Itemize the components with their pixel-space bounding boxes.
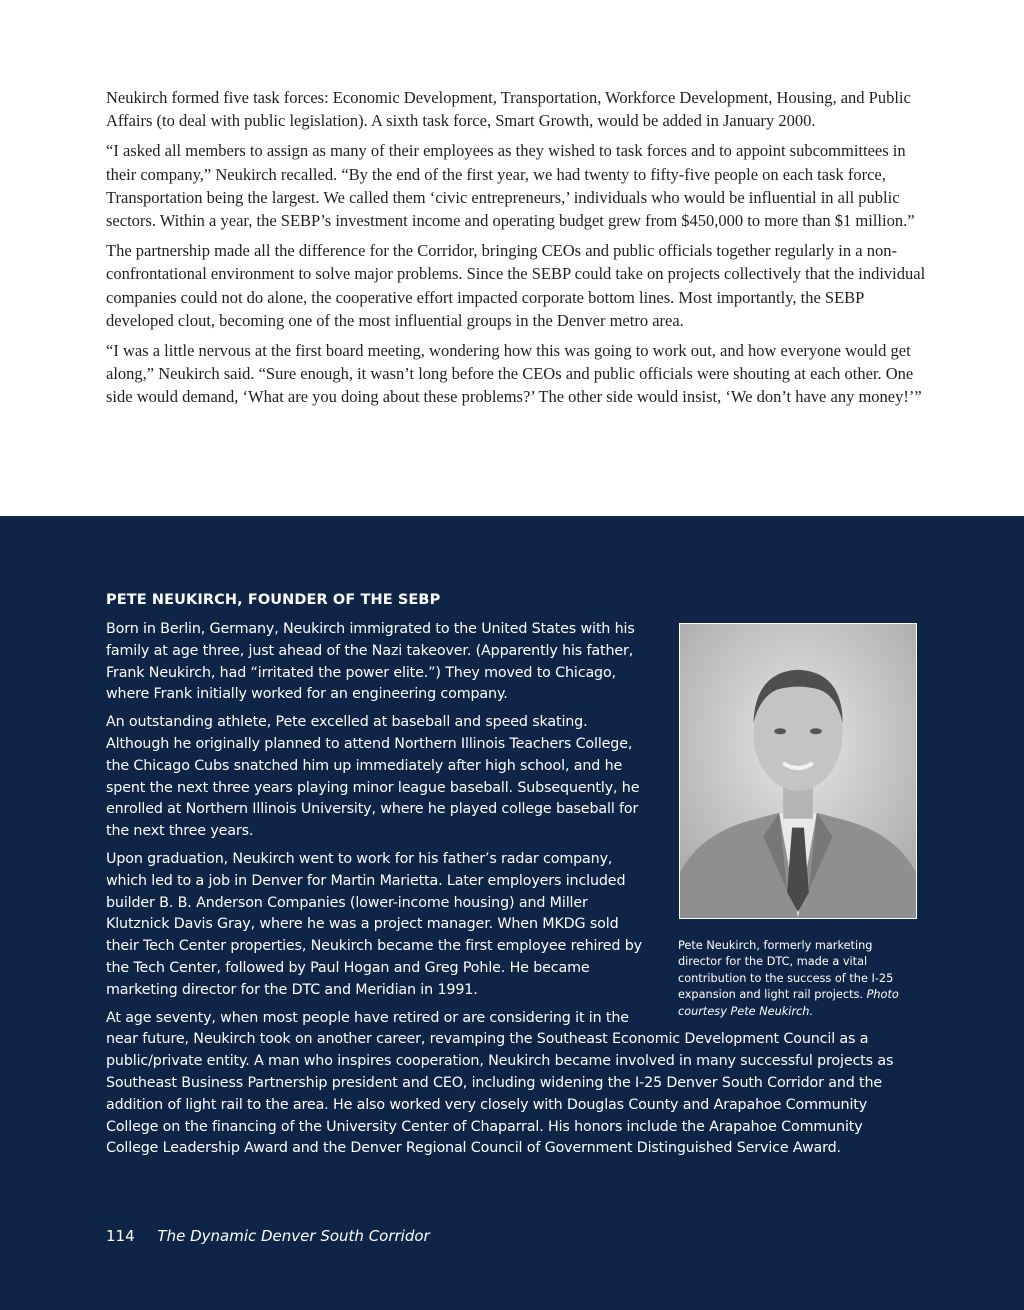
caption-credit: Photo courtesy Pete Neukirch. [678, 988, 899, 1018]
caption-text: Pete Neukirch, formerly marketing director for the DTC, made a vital contribution to the success of the I-25 expansion and light rail projects. [678, 939, 894, 1002]
sidebar-paragraph-3: Upon graduation, Neukirch went to work for his father’s radar company, which led to a job in Denver for Martin Marietta. Later employers included builder B. B. Anderson Companies (lower-income housing) and Miller Klutznick Davis Gray, where he was a project manager. When MKDG sold their Tech Center properties, Neukirch became the first employee rehired by the Tech Center, followed by Paul Hogan and Greg Pohle. He became marketing director for the DTC and Meridian in 1991. [106, 850, 642, 998]
photo-caption [678, 938, 918, 1020]
running-title: The Dynamic Denver South Corridor [157, 1227, 430, 1245]
sidebar-paragraph-1: Born in Berlin, Germany, Neukirch immigrated to the United States with his family at age three, just ahead of the Nazi takeover. (Apparently his father, Frank Neukirch, had “irritated the power elite.”) They moved to Chicago, where Frank initially worked for an engineering company. [106, 621, 635, 703]
page-number: 114 [106, 1227, 135, 1245]
page-footer [106, 1227, 430, 1245]
sidebar-title: PETE NEUKIRCH, FOUNDER OF THE SEBP [106, 592, 441, 608]
sidebar-paragraph-2: An outstanding athlete, Pete excelled at baseball and speed skating. Although he originally planned to attend Northern Illinois Teachers College, the Chicago Cubs snatched him up immediately after high school, and he spent the next three years playing minor league baseball. Subsequently, he enrolled at Northern Illinois University, where he played college baseball for the next three years. [106, 714, 640, 840]
main-paragraph-4: “I was a little nervous at the first board meeting, wondering how this was going to work out, and how everyone would get along,” Neukirch said. “Sure enough, it wasn’t long before the CEOs and public officials were shouting at each other. One side would demand, ‘What are you doing about these problems?’ The other side would insist, ‘We don’t have any money!’” [106, 341, 922, 407]
sidebar-paragraph-4: At age seventy, when most people have retired or are considering it in the near future, Neukirch took on another career, revamping the Southeast Economic Development Council as a public/private entity. A man who inspires cooperation, Neukirch became involved in many successful projects as Southeast Business Partnership president and CEO, including widening the I-25 Denver South Corridor and the addition of light rail to the area. He also worked very closely with Douglas County and Arapahoe Community College on the financing of the University Center of Chaparral. His honors include the Arapahoe Community College Leadership Award and the Denver Regional Council of Government Distinguished Service Award. [106, 1009, 894, 1157]
main-paragraph-2: “I asked all members to assign as many of their employees as they wished to task forces and to appoint subcommittees in their company,” Neukirch recalled. “By the end of the first year, we had twenty to fifty-five people on each task force, Transportation being the largest. We called them ‘civic entrepreneurs,’ individuals who would be influential in all public sectors. Within a year, the SEBP’s investment income and operating budget grew from $450,000 to more than $1 million.” [106, 141, 915, 231]
main-paragraph-3: The partnership made all the difference for the Corridor, bringing CEOs and public officials together regularly in a non-confrontational environment to solve major problems. Since the SEBP could take on projects collectively that the individual companies could not do alone, the cooperative effort impacted corporate bottom lines. Most importantly, the SEBP developed clout, becoming one of the most influential groups in the Denver metro area. [106, 241, 926, 330]
portrait-photo [679, 623, 917, 919]
main-paragraph-1: Neukirch formed five task forces: Economic Development, Transportation, Workforce Development, Housing, and Public Affairs (to deal with public legislation). A sixth task force, Smart Growth, would be added in January 2000. [106, 88, 911, 131]
portrait-illustration [680, 624, 916, 918]
main-body-text [106, 86, 926, 416]
main-text-section [0, 0, 1024, 516]
